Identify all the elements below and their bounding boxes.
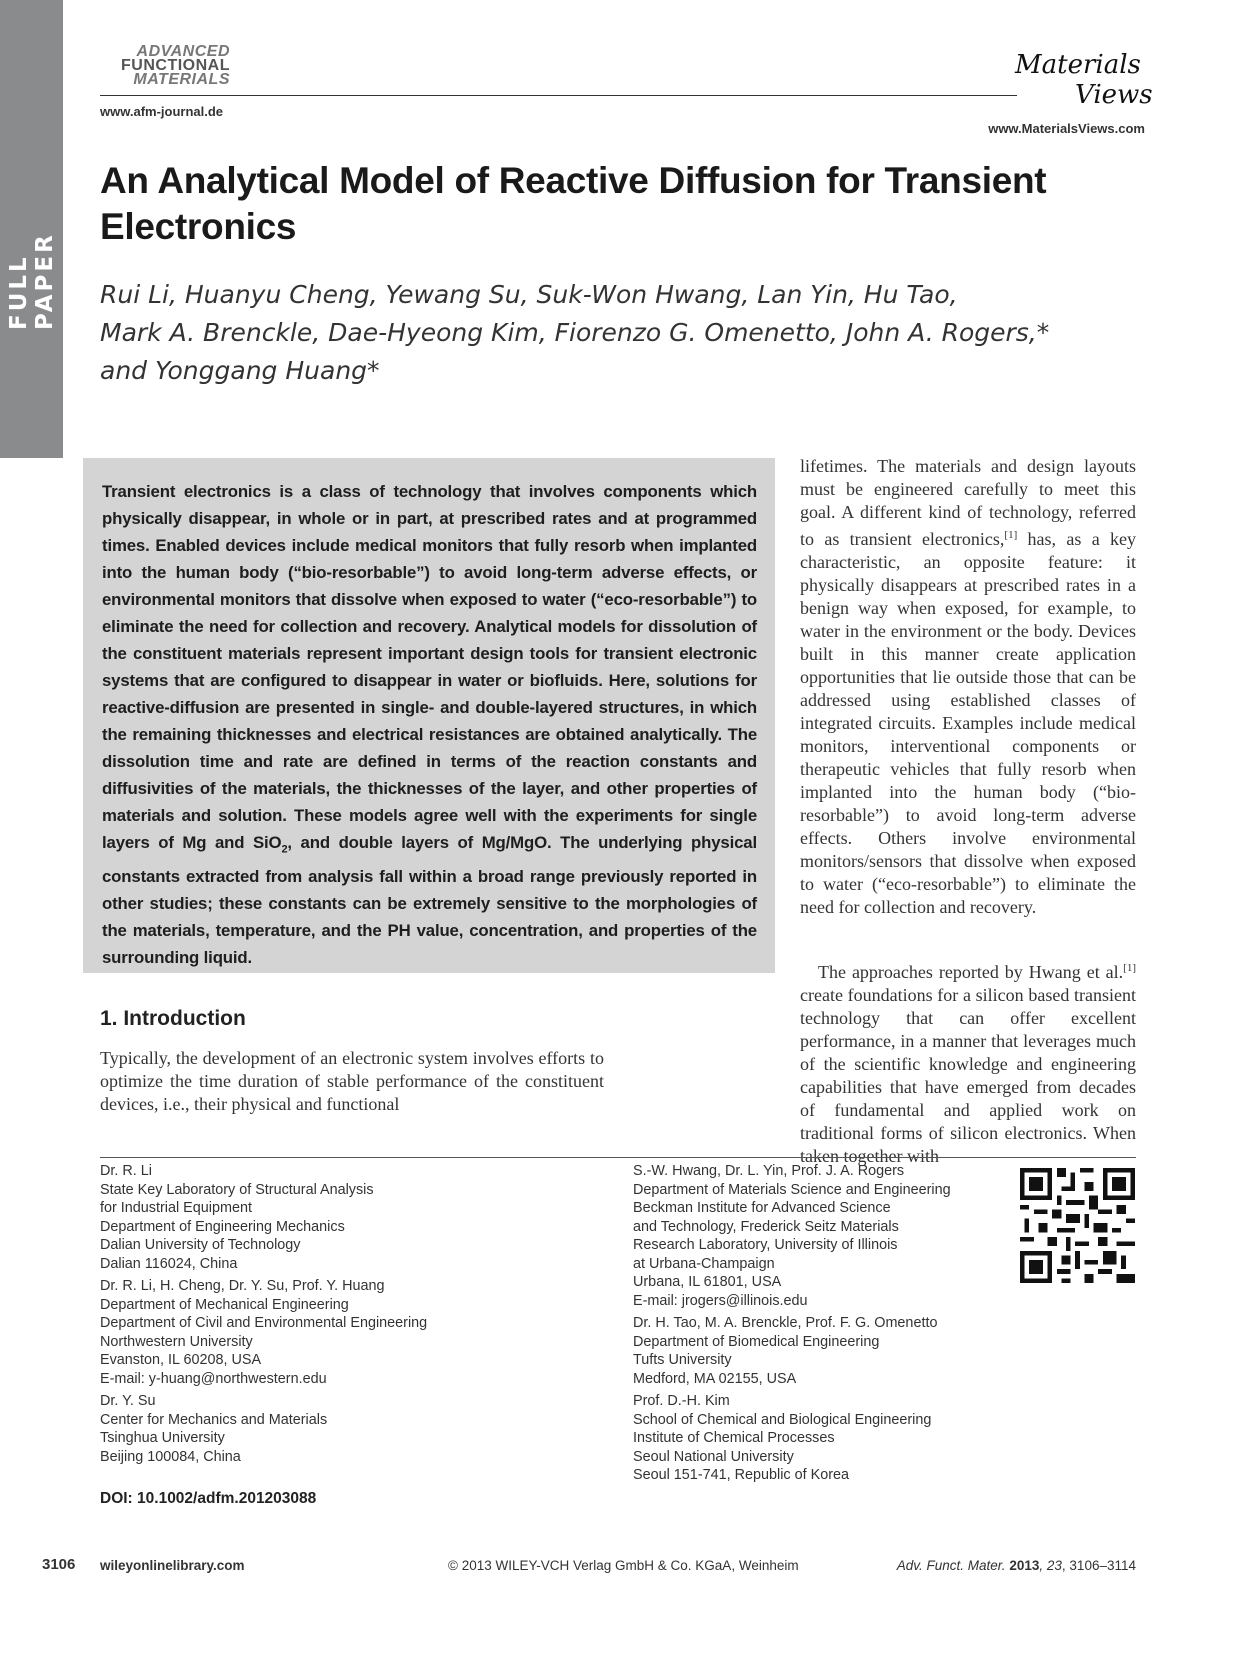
paper-title: An Analytical Model of Reactive Diffusion for Transient Electronics (100, 160, 1047, 247)
intro-left-text: Typically, the development of an electronic system involves efforts to optimize the time duration of stable performance of the constituent devices, i.e., their physical and functional (100, 1048, 604, 1114)
affiliation-line: State Key Laboratory of Structural Analysis (100, 1181, 374, 1198)
affiliation-line: Department of Mechanical Engineering (100, 1296, 349, 1313)
affiliation-line: for Industrial Equipment (100, 1200, 252, 1216)
affiliation-block (633, 1162, 1013, 1310)
affiliations-left (100, 1162, 580, 1470)
affiliation-line: Dalian 116024, China (100, 1255, 238, 1272)
affiliation-line: Tsinghua University (100, 1430, 225, 1446)
affiliation-line: Dalian University of Technology (100, 1237, 301, 1253)
footer-copyright: © 2013 WILEY-VCH Verlag GmbH & Co. KGaA, Weinheim (448, 1558, 799, 1573)
abstract-box (83, 458, 775, 973)
affiliation-authors: Dr. R. Li, H. Cheng, Dr. Y. Su, Prof. Y. Huang (100, 1278, 385, 1294)
materials-views-logo: Materials Views (1015, 50, 1153, 110)
affiliation-line: Department of Biomedical Engineering (633, 1333, 880, 1350)
affiliation-line: Center for Mechanics and Materials (100, 1411, 328, 1428)
affiliation-line: Beijing 100084, China (100, 1448, 241, 1465)
header-rule (100, 95, 1017, 96)
affiliation-block (100, 1277, 580, 1388)
affiliation-line: Department of Civil and Environmental Engineering (100, 1315, 428, 1331)
affiliation-line[interactable]: E-mail: jrogers@illinois.edu (633, 1292, 808, 1309)
journal-logo: ADVANCED FUNCTIONAL MATERIALS (121, 43, 230, 88)
affiliation-line: Medford, MA 02155, USA (633, 1370, 797, 1387)
affiliation-authors: S.-W. Hwang, Dr. L. Yin, Prof. J. A. Rogers (633, 1163, 905, 1179)
affiliation-block (100, 1162, 580, 1273)
section-heading-introduction: 1. Introduction (100, 1007, 246, 1030)
page-number: 3106 (42, 1556, 76, 1573)
affiliation-authors: Prof. D.-H. Kim (633, 1393, 730, 1409)
affiliation-block (100, 1392, 580, 1466)
affiliation-authors: Dr. R. Li (100, 1163, 152, 1179)
affiliation-line: and Technology, Frederick Seitz Materials (633, 1218, 899, 1235)
affiliation-line: Institute of Chemical Processes (633, 1430, 835, 1446)
affiliation-line: Tufts University (633, 1352, 732, 1368)
affiliation-block (633, 1392, 1013, 1485)
intro-right-column-top: lifetimes. The materials and design layouts must be engineered carefully to meet this goal. A different kind of technology, referred to as transient electronics,[1] has, as a key characteristic, an opposite feature: it physically disappears at prescribed rates in a benign way when exposed, for example, to water in the environment or the body. Devices built in this manner create application opportunities that lie outside those that can be addressed using established classes of integrated circuits. Examples include medical monitors, interventional components or therapeutic vehicles that fully resorb when implanted into the human body (“bio-resorbable”) to avoid long-term adverse effects. Others involve environmental monitors/sensors that dissolve when exposed to water (“eco-resorbable”) to eliminate the need for collection and recovery. (800, 456, 1136, 917)
affiliation-line: at Urbana-Champaign (633, 1255, 775, 1272)
affiliation-line: School of Chemical and Biological Engineering (633, 1411, 932, 1428)
intro-approaches-paragraph: The approaches reported by Hwang et al.[1] create foundations for a silicon based transient technology that can offer excellent performance, in a manner that leverages much of the scientific knowledge and engineering capabilities that have emerged from decades of fundamental and applied work on traditional forms of silicon electronics. When taken together with (800, 962, 1136, 1166)
reference-marker[interactable]: [1] (1004, 529, 1018, 541)
affiliation-line: Evanston, IL 60208, USA (100, 1352, 262, 1368)
affiliation-line: Seoul National University (633, 1448, 794, 1465)
author-list: Rui Li, Huanyu Cheng, Yewang Su, Suk-Won Hwang, Lan Yin, Hu Tao, Mark A. Brenckle, Dae-Hyeong Kim, Fiorenzo G. Omenetto, John A. Rogers,* and Yonggang Huang* (100, 280, 1050, 385)
affiliation-line: Department of Engineering Mechanics (100, 1218, 345, 1235)
affiliation-line: Research Laboratory, University of Illinois (633, 1237, 898, 1253)
footer-site-link[interactable]: wileyonlinelibrary.com (100, 1558, 245, 1573)
full-paper-label: FULL PAPER (6, 232, 58, 330)
affiliation-line[interactable]: E-mail: y-huang@northwestern.edu (100, 1370, 327, 1387)
publisher-url[interactable]: www.MaterialsViews.com (988, 121, 1145, 136)
affiliation-line: Beckman Institute for Advanced Science (633, 1200, 891, 1216)
affiliation-authors: Dr. H. Tao, M. A. Brenckle, Prof. F. G. Omenetto (633, 1315, 938, 1331)
affiliations-right (633, 1162, 1013, 1489)
affiliation-line: Department of Materials Science and Engineering (633, 1181, 951, 1198)
doi[interactable]: DOI: 10.1002/adfm.201203088 (100, 1490, 317, 1507)
qr-code-icon[interactable] (1020, 1168, 1135, 1283)
journal-url[interactable]: www.afm-journal.de (100, 104, 224, 119)
affiliation-line: Seoul 151-741, Republic of Korea (633, 1467, 850, 1483)
reference-marker[interactable]: [1] (1123, 962, 1136, 974)
full-paper-tab (0, 0, 63, 458)
affiliation-line: Northwestern University (100, 1333, 253, 1350)
affiliation-line: Urbana, IL 61801, USA (633, 1274, 782, 1290)
affiliation-authors: Dr. Y. Su (100, 1393, 156, 1409)
footer-citation: Adv. Funct. Mater. 2013, 23, 3106–3114 (896, 1558, 1136, 1573)
abstract-text: Transient electronics is a class of technology that involves components which physically disappear, in whole or in part, at prescribed rates and at programmed times. Enabled devices include medical monitors that fully resorb when implanted into the human body (“bio-resorbable”) to avoid long-term adverse effects, or environmental monitors that dissolve when exposed to water (“eco-resorbable”) to eliminate the need for collection and recovery. Analytical models for dissolution of the constituent materials represent important design tools for transient electronic systems that are configured to disappear in water or biofluids. Here, solutions for reactive-diffusion are presented in single- and double-layered structures, in which the remaining thicknesses and electrical resistances are obtained analytically. The dissolution time and rate are defined in terms of the reaction constants and diffusivities of the materials, the thicknesses of the layer, and other properties of materials and solution. These models agree well with the experiments for single layers of Mg and SiO$_2$, and double layers of Mg/MgO. The underlying physical constants extracted from analysis fall within a broad range previously reported in other studies; these constants can be extremely sensitive to the morphologies of the materials, temperature, and the PH value, concentration, and properties of the surrounding liquid. (102, 482, 757, 968)
affiliation-rule (100, 1157, 1136, 1158)
affiliation-block (633, 1314, 1013, 1388)
